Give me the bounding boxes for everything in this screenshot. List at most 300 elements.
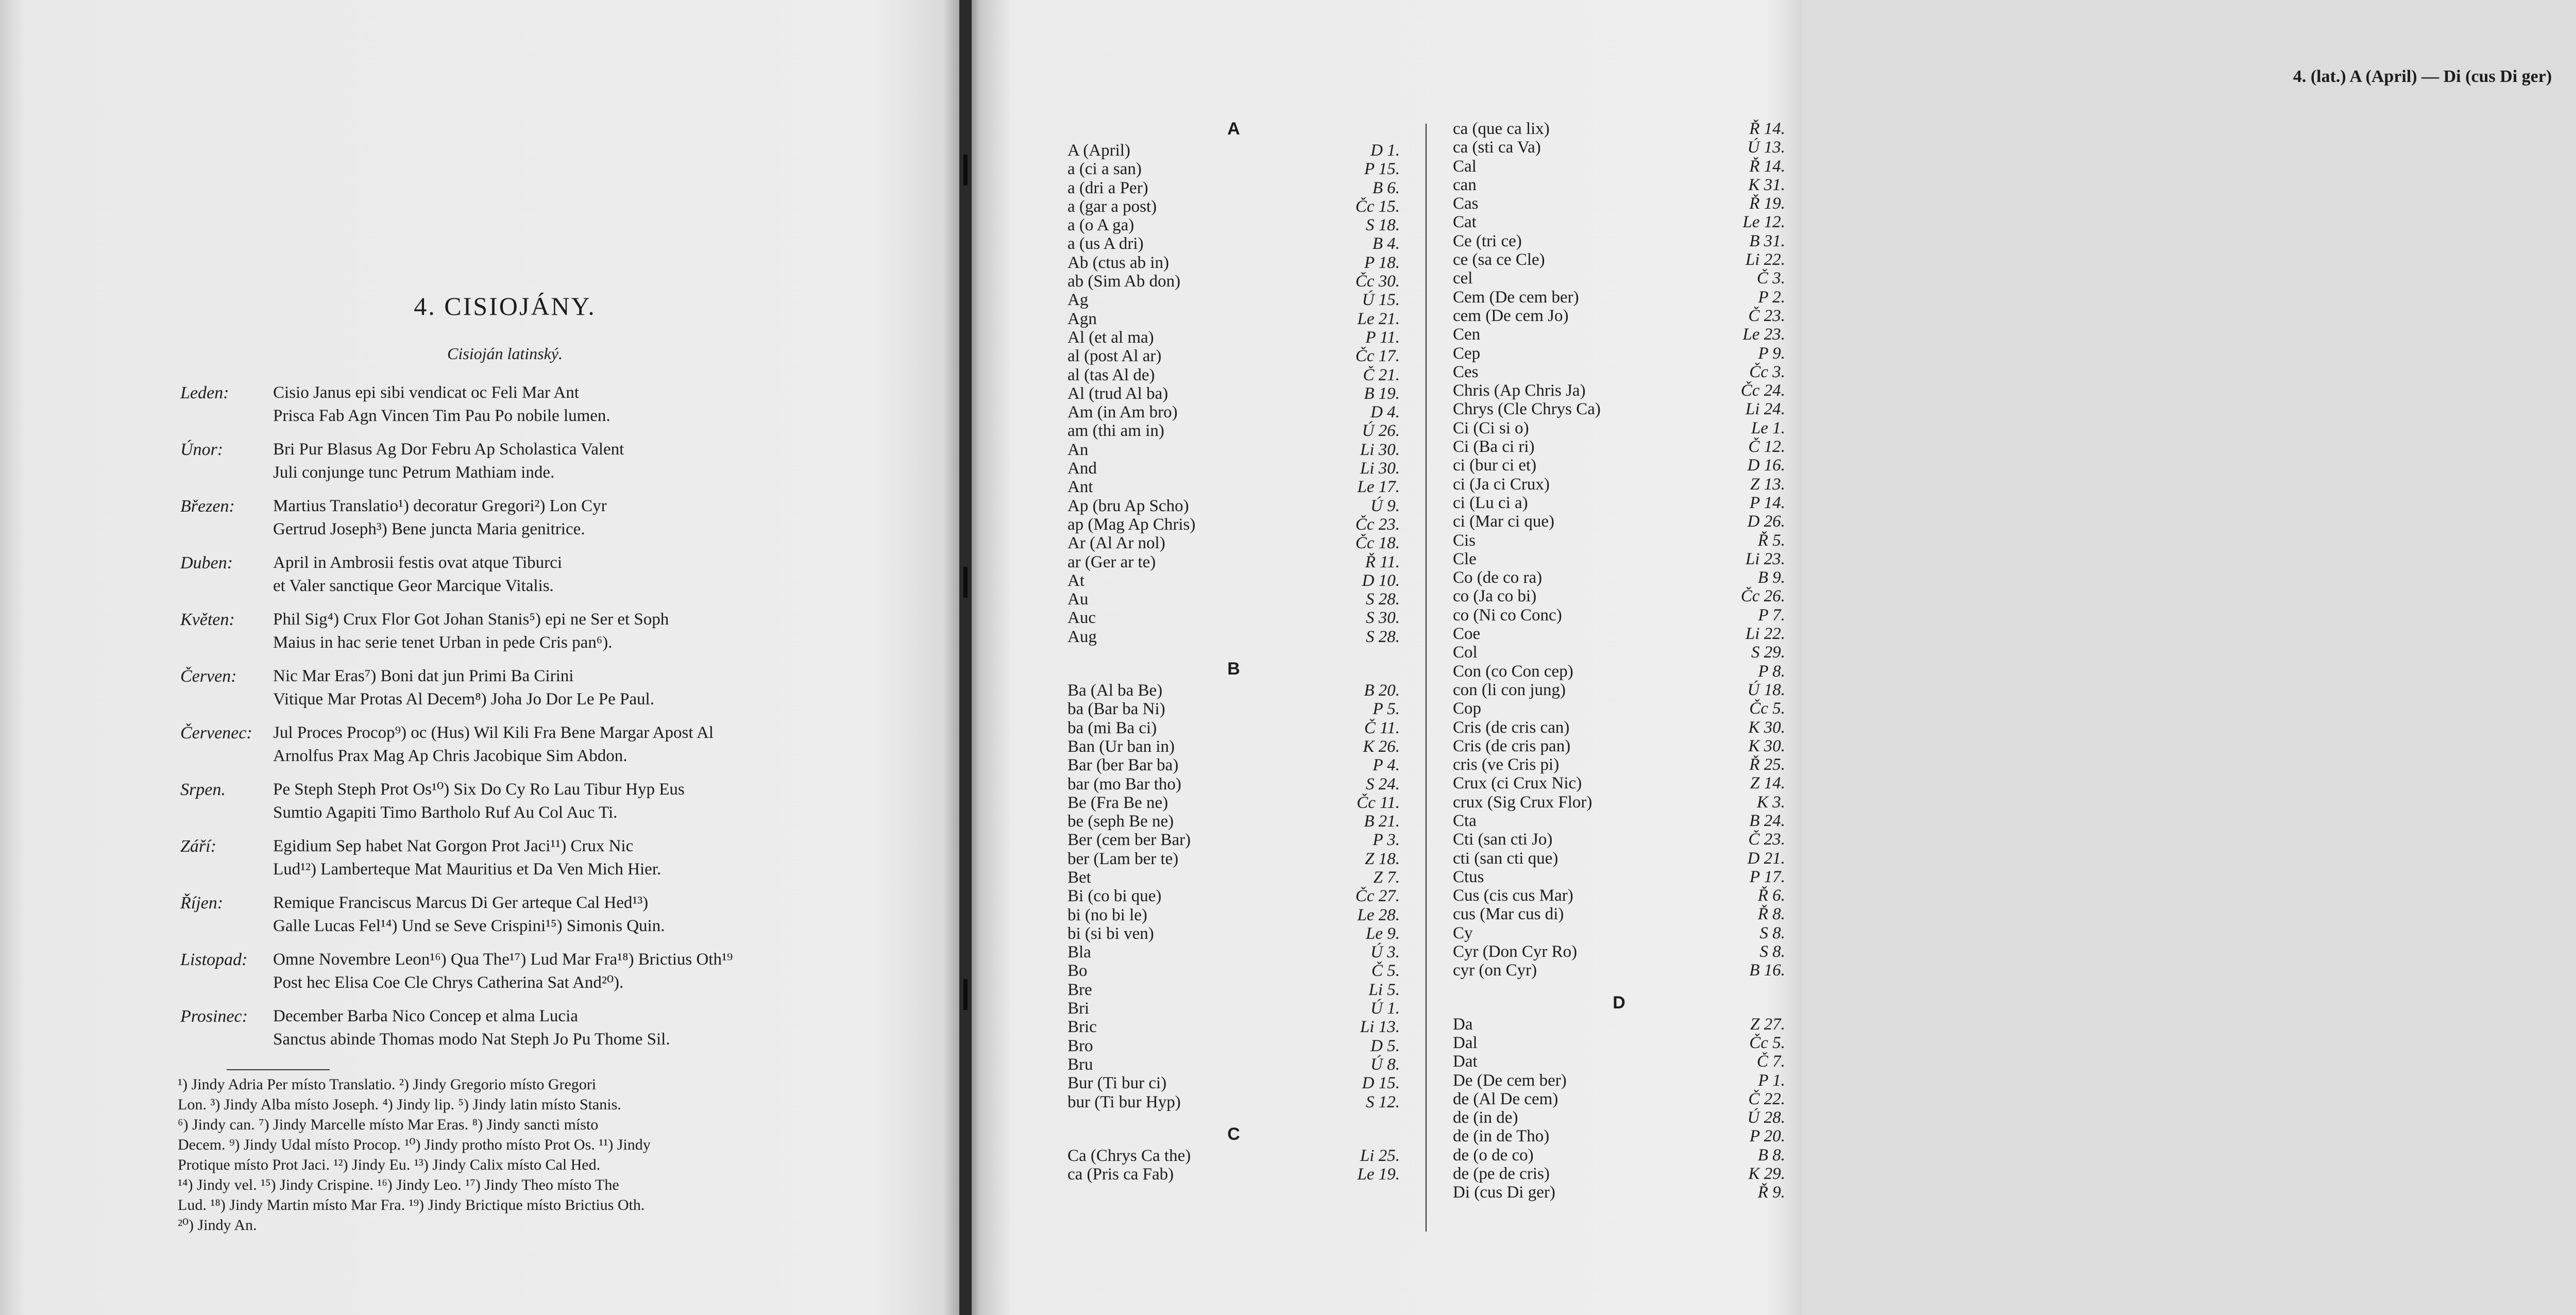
entry-term: Coe <box>1453 625 1481 644</box>
index-entry <box>1067 868 1400 887</box>
index-entry <box>1067 831 1400 849</box>
section-gap <box>1067 1111 1400 1125</box>
month-name: Prosinec: <box>180 1007 248 1026</box>
entry-term: Da <box>1453 1015 1473 1034</box>
entry-term: con (li con jung) <box>1453 680 1566 699</box>
entry-date-ref: Ř 5. <box>1757 531 1785 550</box>
entry-date-ref: Z 7. <box>1373 868 1400 887</box>
entry-term: Crux (ci Crux Nic) <box>1453 774 1582 793</box>
index-entry <box>1453 924 1785 942</box>
entry-date-ref: Ř 9. <box>1757 1183 1785 1202</box>
entry-term: Cy <box>1453 923 1473 942</box>
index-entry <box>1067 719 1400 737</box>
index-entry <box>1453 512 1785 531</box>
entry-term: de (o de co) <box>1453 1145 1534 1165</box>
entry-date-ref: Le 23. <box>1742 325 1785 344</box>
entry-term: Be (Fra Be ne) <box>1067 793 1168 812</box>
index-entry <box>1067 962 1400 980</box>
index-entry <box>1453 120 1785 138</box>
entry-term: Cop <box>1453 699 1482 718</box>
entry-term: Ber (cem ber Bar) <box>1067 831 1191 850</box>
month-row <box>180 381 866 428</box>
entry-term: a (us A dri) <box>1067 234 1144 254</box>
index-entry <box>1067 737 1400 756</box>
entry-date-ref: Ú 28. <box>1747 1108 1785 1127</box>
entry-term: At <box>1067 571 1084 590</box>
index-entry <box>1453 755 1785 774</box>
entry-date-ref: B 8. <box>1757 1145 1785 1165</box>
entry-term: Ab (ctus ab in) <box>1067 253 1170 272</box>
index-entry <box>1453 1108 1785 1127</box>
month-row <box>180 608 866 654</box>
entry-date-ref: Č 23. <box>1748 306 1785 325</box>
index-entry <box>1067 515 1400 534</box>
chapter-title: 4. CISIOJÁNY. <box>414 292 596 321</box>
index-entry <box>1453 307 1785 325</box>
index-entry <box>1453 1165 1785 1183</box>
index-entry <box>1067 1165 1400 1184</box>
entry-term: Cis <box>1453 531 1476 550</box>
index-entry <box>1067 216 1400 234</box>
entry-term: And <box>1067 459 1097 478</box>
entry-date-ref: P 17. <box>1749 867 1785 886</box>
entry-term: ca (sti ca Va) <box>1453 138 1541 157</box>
entry-term: Am (in Am bro) <box>1067 403 1178 422</box>
month-name: Únor: <box>180 440 224 459</box>
verse-line: Maius in hac serie tenet Urban in pede Cris pan⁶). <box>273 633 613 652</box>
column-divider <box>1426 124 1427 1232</box>
entry-term: Bur (Ti bur ci) <box>1067 1074 1167 1093</box>
footnote-line: Decem. ⁹) Jindy Udal místo Procop. ¹⁰) Jindy protho místo Prot Os. ¹¹) Jindy <box>178 1136 651 1153</box>
verse-line: Jul Proces Procop⁹) oc (Hus) Wil Kili Fra Bene Margar Apost Al <box>273 723 714 742</box>
index-entry <box>1453 1127 1785 1145</box>
running-head: 4. (lat.) A (April) — Di (cus Di ger) <box>2293 67 2552 86</box>
verse-line: Vitique Mar Protas Al Decem⁸) Joha Jo Dor Le Pe Paul. <box>273 690 654 709</box>
index-entry <box>1067 887 1400 905</box>
entry-date-ref: K 30. <box>1748 736 1785 755</box>
index-entry <box>1067 981 1400 999</box>
entry-term: Cas <box>1453 194 1479 213</box>
index-entry <box>1453 1146 1785 1165</box>
entry-date-ref: P 5. <box>1372 700 1400 719</box>
entry-term: Cep <box>1453 344 1481 363</box>
index-entry <box>1453 475 1785 494</box>
verse-line: Cisio Janus epi sibi vendicat oc Feli Mar Ant <box>273 383 579 402</box>
entry-term: am (thi am in) <box>1067 422 1164 441</box>
entry-term: cris (ve Cris pi) <box>1453 755 1560 774</box>
entry-date-ref: D 26. <box>1747 512 1785 531</box>
entry-date-ref: Le 19. <box>1357 1165 1400 1184</box>
entry-term: Col <box>1453 643 1478 662</box>
entry-term: Ctus <box>1453 867 1484 886</box>
entry-term: a (dri a Per) <box>1067 178 1148 197</box>
entry-term: Ca (Chrys Ca the) <box>1067 1146 1191 1165</box>
entry-date-ref: D 21. <box>1747 849 1785 868</box>
entry-date-ref: Z 18. <box>1365 849 1400 868</box>
month-verse <box>273 438 624 484</box>
entry-date-ref: B 16. <box>1749 961 1785 980</box>
index-entry <box>1067 441 1400 459</box>
entry-date-ref: Ú 9. <box>1370 496 1400 515</box>
month-name: Září: <box>180 837 216 856</box>
entry-term: ca (que ca lix) <box>1453 120 1550 138</box>
index-entry <box>1067 590 1400 609</box>
entry-date-ref: Le 21. <box>1357 309 1400 328</box>
entry-term: Ap (bru Ap Scho) <box>1067 496 1189 515</box>
index-entry <box>1067 310 1400 328</box>
index-entry <box>1453 737 1785 755</box>
entry-term: Ant <box>1067 478 1093 497</box>
index-entry <box>1453 419 1785 437</box>
entry-term: Ci (Ci si o) <box>1453 418 1529 437</box>
entry-date-ref: Čc 3. <box>1749 362 1785 381</box>
entry-term: ab (Sim Ab don) <box>1067 272 1181 291</box>
entry-term: Cat <box>1453 213 1477 232</box>
entry-date-ref: Le 1. <box>1751 418 1785 437</box>
chapter-subtitle: Cisioján latinský. <box>447 344 563 363</box>
entry-date-ref: P 11. <box>1365 328 1400 347</box>
entry-term: Cal <box>1453 157 1477 176</box>
entry-term: bur (Ti bur Hyp) <box>1067 1092 1181 1111</box>
index-entry <box>1067 1037 1400 1055</box>
entry-date-ref: D 4. <box>1370 403 1400 422</box>
entry-date-ref: Z 14. <box>1750 774 1785 793</box>
index-entry <box>1453 1034 1785 1052</box>
entry-term: Bric <box>1067 1018 1097 1037</box>
entry-term: Chrys (Cle Chrys Ca) <box>1453 400 1601 419</box>
entry-term: Al (trud Al ba) <box>1067 384 1168 403</box>
entry-term: Al (et al ma) <box>1067 328 1154 347</box>
index-entry <box>1067 534 1400 552</box>
entry-term: ci (Ja ci Crux) <box>1453 475 1550 494</box>
verse-line: April in Ambrosii festis ovat atque Tiburci <box>273 553 562 572</box>
index-entry <box>1453 456 1785 475</box>
index-entry <box>1453 868 1785 886</box>
index-entry <box>1453 643 1785 662</box>
spine-stitch <box>963 979 968 1010</box>
index-entry <box>1453 793 1785 812</box>
index-entry <box>1453 550 1785 568</box>
entry-date-ref: Čc 18. <box>1355 534 1400 553</box>
entry-term: Agn <box>1067 309 1097 328</box>
month-verse <box>273 1005 670 1051</box>
entry-date-ref: Ú 18. <box>1747 680 1785 699</box>
index-entry <box>1067 197 1400 216</box>
entry-term: Cris (de cris can) <box>1453 718 1570 737</box>
entry-term: ber (Lam ber te) <box>1067 849 1179 868</box>
entry-date-ref: Čc 24. <box>1740 381 1785 400</box>
entry-date-ref: P 8. <box>1758 662 1785 681</box>
footnote-line: ²⁰) Jindy An. <box>178 1217 257 1234</box>
index-entry <box>1067 459 1400 478</box>
index-entry <box>1453 849 1785 868</box>
month-list <box>180 381 866 1061</box>
month-row <box>180 1005 866 1051</box>
index-entry <box>1067 812 1400 831</box>
entry-date-ref: K 31. <box>1748 175 1785 194</box>
entry-date-ref: Li 13. <box>1360 1018 1400 1037</box>
entry-term: ci (Lu ci a) <box>1453 493 1528 512</box>
entry-date-ref: S 28. <box>1366 590 1400 609</box>
entry-term: Aug <box>1067 627 1097 646</box>
entry-term: Bru <box>1067 1055 1093 1074</box>
verse-line: Sumtio Agapiti Timo Bartholo Ruf Au Col Auc Ti. <box>273 803 618 822</box>
index-entry <box>1067 160 1400 178</box>
entry-date-ref: Č 21. <box>1363 365 1400 384</box>
entry-term: ci (Mar ci que) <box>1453 512 1554 531</box>
index-entry <box>1453 681 1785 699</box>
entry-date-ref: Ú 15. <box>1362 291 1400 310</box>
entry-date-ref: D 16. <box>1747 456 1785 475</box>
entry-date-ref: S 29. <box>1751 643 1785 662</box>
index-column-right <box>1453 120 1785 1202</box>
entry-date-ref: Ú 8. <box>1370 1055 1400 1074</box>
index-entry <box>1067 628 1400 646</box>
entry-date-ref: D 15. <box>1362 1074 1400 1093</box>
entry-date-ref: Li 24. <box>1745 400 1785 419</box>
entry-date-ref: Č 7. <box>1756 1052 1785 1071</box>
verse-line: Arnolfus Prax Mag Ap Chris Jacobique Sim Abdon. <box>273 747 628 765</box>
verse-line: Bri Pur Blasus Ag Dor Febru Ap Scholastica Valent <box>273 440 624 459</box>
entry-term: de (Al De cem) <box>1453 1089 1558 1108</box>
verse-line: Martius Translatio¹) decoratur Gregori²) Lon Cyr <box>273 497 607 515</box>
entry-term: be (seph Be ne) <box>1067 812 1174 831</box>
month-row <box>180 835 866 881</box>
month-verse <box>273 835 661 881</box>
entry-term: De (De cem ber) <box>1453 1071 1567 1090</box>
verse-line: Galle Lucas Fel¹⁴) Und se Seve Crispini¹⁵) Simonis Quin. <box>273 917 665 935</box>
index-entry <box>1067 609 1400 627</box>
entry-term: Ces <box>1453 362 1479 381</box>
entry-date-ref: B 20. <box>1364 681 1400 700</box>
entry-term: Bo <box>1067 962 1088 981</box>
entry-date-ref: Li 22. <box>1745 625 1785 644</box>
index-entry <box>1453 194 1785 213</box>
entry-date-ref: Č 12. <box>1748 437 1785 457</box>
entry-term: ap (Mag Ap Chris) <box>1067 515 1196 534</box>
entry-term: cus (Mar cus di) <box>1453 905 1564 924</box>
month-row <box>180 551 866 598</box>
entry-term: Ci (Ba ci ri) <box>1453 437 1535 457</box>
entry-term: Dal <box>1453 1033 1478 1052</box>
index-entry <box>1453 1052 1785 1071</box>
verse-line: Sanctus abinde Thomas modo Nat Steph Jo Pu Thome Sil. <box>273 1030 670 1049</box>
entry-date-ref: Ř 25. <box>1749 755 1785 774</box>
verse-line: Omne Novembre Leon¹⁶) Qua The¹⁷) Lud Mar Fra¹⁸) Brictius Oth¹⁹ <box>273 950 733 969</box>
entry-term: Bro <box>1067 1036 1093 1055</box>
entry-date-ref: P 2. <box>1758 288 1785 307</box>
entry-term: Co (de co ra) <box>1453 568 1543 587</box>
footnote-line: Lon. ³) Jindy Alba místo Joseph. ⁴) Jindy lip. ⁵) Jindy latin místo Stanis. <box>178 1096 621 1113</box>
entry-date-ref: Č 3. <box>1756 269 1785 288</box>
entry-date-ref: Č 11. <box>1364 718 1400 737</box>
entry-date-ref: P 3. <box>1372 831 1400 850</box>
entry-date-ref: Čc 30. <box>1355 272 1400 291</box>
month-verse <box>273 665 654 711</box>
index-entry <box>1453 662 1785 681</box>
index-entry <box>1067 850 1400 868</box>
index-entry <box>1453 886 1785 905</box>
index-entry <box>1453 587 1785 605</box>
entry-date-ref: Čc 15. <box>1355 197 1400 216</box>
index-entry <box>1067 571 1400 590</box>
verse-line: Nic Mar Eras⁷) Boni dat jun Primi Ba Cirini <box>273 667 574 685</box>
index-entry <box>1067 924 1400 943</box>
entry-term: Bre <box>1067 980 1092 999</box>
index-entry <box>1067 328 1400 347</box>
entry-term: Cyr (Don Cyr Ro) <box>1453 942 1578 962</box>
index-entry <box>1453 531 1785 550</box>
entry-date-ref: B 21. <box>1364 812 1400 831</box>
entry-term: Bri <box>1067 999 1090 1018</box>
entry-term: Au <box>1067 590 1089 609</box>
section-gap <box>1067 646 1400 660</box>
entry-date-ref: P 14. <box>1749 493 1785 512</box>
verse-line: Post hec Elisa Coe Cle Chrys Catherina Sat And²⁰). <box>273 973 624 992</box>
index-entry <box>1453 1183 1785 1202</box>
entry-term: Ce (tri ce) <box>1453 231 1522 250</box>
index-entry <box>1067 478 1400 496</box>
index-entry <box>1453 288 1785 307</box>
entry-date-ref: Čc 5. <box>1749 699 1785 718</box>
entry-date-ref: Ú 13. <box>1747 138 1785 157</box>
index-entry <box>1067 794 1400 812</box>
index-entry <box>1067 553 1400 571</box>
month-name: Leden: <box>180 383 229 402</box>
entry-term: Chris (Ap Chris Ja) <box>1453 381 1586 400</box>
entry-date-ref: Č 23. <box>1748 830 1785 849</box>
entry-date-ref: Ř 14. <box>1749 157 1785 176</box>
entry-term: Auc <box>1067 609 1096 628</box>
entry-date-ref: Le 17. <box>1357 478 1400 497</box>
index-entry <box>1453 494 1785 512</box>
index-entry <box>1453 568 1785 587</box>
entry-date-ref: D 10. <box>1362 571 1400 590</box>
entry-date-ref: Li 5. <box>1368 980 1400 999</box>
index-entry <box>1453 232 1785 250</box>
entry-term: ce (sa ce Cle) <box>1453 250 1545 269</box>
entry-date-ref: D 1. <box>1370 141 1400 160</box>
entry-term: a (o A ga) <box>1067 216 1134 235</box>
verse-line: Juli conjunge tunc Petrum Mathiam inde. <box>273 463 555 482</box>
footnote-line: ¹⁴) Jindy vel. ¹⁵) Jindy Crispine. ¹⁶) Jindy Leo. ¹⁷) Jindy Theo místo The <box>178 1176 619 1193</box>
index-entry <box>1453 138 1785 157</box>
index-entry <box>1067 254 1400 272</box>
entry-date-ref: S 18. <box>1366 216 1400 235</box>
index-entry <box>1067 234 1400 253</box>
index-entry <box>1067 1055 1400 1074</box>
index-entry <box>1067 403 1400 422</box>
index-entry <box>1067 384 1400 403</box>
entry-term: Cen <box>1453 325 1481 344</box>
entry-term: al (post Al ar) <box>1067 347 1162 366</box>
entry-term: can <box>1453 175 1477 194</box>
book-spine <box>959 0 972 1315</box>
entry-term: Cti (san cti Jo) <box>1453 830 1553 849</box>
entry-term: Ar (Al Ar nol) <box>1067 534 1165 553</box>
month-name: Srpen. <box>180 780 226 799</box>
entry-term: a (ci a san) <box>1067 160 1142 179</box>
entry-date-ref: P 4. <box>1372 756 1400 775</box>
month-row <box>180 495 866 541</box>
entry-date-ref: Le 28. <box>1357 905 1400 924</box>
spine-stitch <box>963 155 968 186</box>
index-entry <box>1453 400 1785 418</box>
entry-date-ref: B 24. <box>1749 811 1785 830</box>
entry-term: ar (Ger ar te) <box>1067 552 1156 571</box>
entry-term: Cem (De cem ber) <box>1453 288 1579 307</box>
entry-term: cyr (on Cyr) <box>1453 961 1537 980</box>
entry-term: An <box>1067 440 1089 459</box>
entry-term: bi (si bi ven) <box>1067 924 1154 943</box>
footnote-line: ⁶) Jindy can. ⁷) Jindy Marcelle místo Mar Eras. ⁸) Jindy sancti místo <box>178 1116 599 1133</box>
entry-date-ref: B 4. <box>1372 234 1400 254</box>
index-entry <box>1067 422 1400 440</box>
entry-date-ref: S 24. <box>1366 774 1400 794</box>
index-entry <box>1067 497 1400 515</box>
entry-date-ref: Č 22. <box>1748 1089 1785 1108</box>
entry-date-ref: Z 27. <box>1750 1015 1785 1034</box>
index-entry <box>1453 1015 1785 1034</box>
index-entry <box>1067 1093 1400 1111</box>
month-row <box>180 778 866 824</box>
entry-term: Bar (ber Bar ba) <box>1067 756 1179 775</box>
entry-term: Ag <box>1067 291 1089 310</box>
verse-line: Egidium Sep habet Nat Gorgon Prot Jaci¹¹) Crux Nic <box>273 837 634 855</box>
verse-line: Phil Sig⁴) Crux Flor Got Johan Stanis⁵) epi ne Ser et Soph <box>273 610 669 629</box>
index-entry <box>1453 213 1785 231</box>
index-entry <box>1067 943 1400 962</box>
index-entry <box>1453 176 1785 194</box>
entry-date-ref: Ř 11. <box>1365 552 1400 571</box>
month-verse <box>273 891 665 938</box>
index-entry <box>1453 269 1785 288</box>
entry-term: Cle <box>1453 549 1477 568</box>
index-entry <box>1067 291 1400 309</box>
month-verse <box>273 778 685 824</box>
month-name: Duben: <box>180 553 233 572</box>
entry-date-ref: Li 22. <box>1745 250 1785 269</box>
index-entry <box>1453 606 1785 625</box>
entry-term: ba (mi Ba ci) <box>1067 718 1157 737</box>
entry-date-ref: S 8. <box>1759 942 1785 962</box>
index-entry <box>1453 812 1785 830</box>
entry-date-ref: Li 23. <box>1745 549 1785 568</box>
index-entry <box>1453 157 1785 176</box>
month-row <box>180 721 866 768</box>
month-name: Květen: <box>180 610 235 629</box>
entry-term: Ba (Al ba Be) <box>1067 681 1163 700</box>
month-row <box>180 438 866 484</box>
entry-term: Ban (Ur ban in) <box>1067 737 1175 756</box>
index-entry <box>1453 905 1785 923</box>
verse-line: December Barba Nico Concep et alma Lucia <box>273 1007 578 1025</box>
month-name: Listopad: <box>180 950 248 969</box>
section-gap <box>1453 980 1785 993</box>
verse-line: Pe Steph Steph Prot Os¹⁰) Six Do Cy Ro Lau Tibur Hyp Eus <box>273 780 685 799</box>
entry-date-ref: Z 13. <box>1750 475 1785 494</box>
entry-date-ref: Le 12. <box>1742 213 1785 232</box>
index-entry <box>1067 141 1400 160</box>
entry-term: A (April) <box>1067 141 1130 160</box>
index-entry <box>1067 775 1400 794</box>
index-entry <box>1453 699 1785 718</box>
letter-heading-a: A <box>1227 119 1240 139</box>
entry-date-ref: Ú 1. <box>1370 999 1400 1018</box>
index-entry <box>1453 325 1785 344</box>
index-entry <box>1067 272 1400 291</box>
entry-date-ref: P 18. <box>1364 253 1400 272</box>
